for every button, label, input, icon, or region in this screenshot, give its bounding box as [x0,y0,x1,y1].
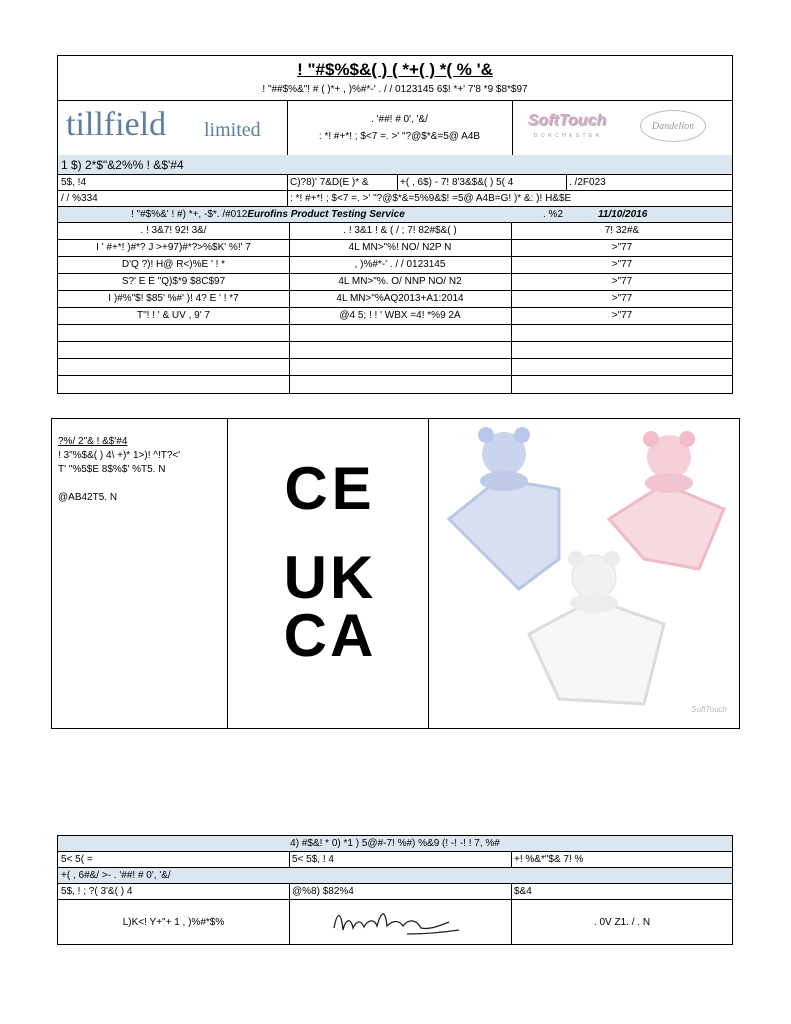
table-cell: . ! 3&1 ! & ( / ; 7! 82#$&( ) [343,225,457,236]
table-cell [289,342,511,358]
product-code: @AB42T5. N [58,492,118,503]
signature [289,900,511,945]
declaration-header-row [58,836,732,852]
table-cell: T"! ! ' & UV , 9' 7 [137,310,210,321]
table-row [58,257,732,274]
table-cell [289,325,511,341]
table-row [58,308,732,325]
decl-r4-c3: . 0V Z1. / . N [593,916,651,928]
table-row [58,342,732,359]
decl-r3-c2: @%8) $82%4 [292,885,354,897]
declaration-row-1 [58,852,732,868]
info-row-1 [58,175,732,191]
product-details [58,435,223,505]
table-cell [58,376,289,393]
tests-table [58,223,732,394]
table-cell: 7! 32#& [604,225,640,236]
table-cell: D'Q ?)! H@ R<)%E ' ! * [121,259,226,270]
product-desc-1: ! 3"%$&( ) 4\ +)* 1>)! ^!T?<' [58,450,181,461]
logo-sub-text: limited [204,119,261,141]
table-cell [511,359,733,375]
section-label: 1 $) 2*$"&2%% ! &$'#4 [61,157,184,172]
table-cell: >"77 [611,242,633,253]
table-cell: >"77 [611,293,633,304]
decl-r3-c3: $&4 [514,885,532,897]
decl-r2: +( , 6#&/ >- . '##! # 0', '&/ [61,869,171,881]
table-cell [511,376,733,393]
table-cell: . ! 3&7! 92! 3&/ [140,225,207,236]
report-title: ! "#$%$&( ) ( *+( ) *( % '& [297,60,493,79]
declaration-row-4 [58,900,732,945]
table-cell [511,342,733,358]
decl-r3-c1: 5$, ! ; ?( 3'&( ) 4 [61,885,133,897]
table-row [58,274,732,291]
product-photo [429,419,739,728]
decl-r1-c2: 5< 5$, ! 4 [292,853,334,865]
table-row [58,223,732,240]
softtouch-logo: SoftTouch D O R C H E S T E R [527,112,607,139]
info-r1-c3: +( , 6$) - 7! 8'3&$&( ) 5( 4 [400,176,514,188]
table-cell [58,359,289,375]
table-cell [511,325,733,341]
table-cell: >"77 [611,259,633,270]
info-row-2 [58,191,732,207]
declaration-header: 4) #$&! * 0) *1 ) 5@#-7! %#) %&9 (! -! -! ! 7, %# [290,837,500,849]
product-box [51,418,740,729]
declaration-row-2 [58,868,732,884]
table-cell: 4L MN>"%AQ2013+A1:2014 [336,293,464,304]
info-r1-c2: C)?8)' 7&D(E )* & [290,176,369,188]
logo-main-text: tillfield [66,106,167,143]
table-cell [58,325,289,341]
ce-mark: CE [284,455,376,522]
decl-r1-c1: 5< 5( = [61,853,93,865]
white-comforter [529,551,664,704]
test-report-box [57,55,733,394]
brand-logos [512,100,732,155]
company-address: . '##! # 0', '&/ : *! #+*! ; $<7 =. >' "?@$*&=5@ A4B [318,114,481,142]
table-cell: , )%#*-' . / / 0123145 [354,259,446,270]
date-label: . %2 [543,208,564,220]
blue-comforter [449,427,559,589]
decl-r4-c1: L)K<! Y+"+ 1 , )%#*$% [122,916,225,928]
table-cell: I )#%"$! $85' %#' )! 4? E ' ! *7 [108,293,239,304]
table-row [58,291,732,308]
table-cell: @4 5; ! ! ' WBX =4! *%9 2A [339,310,461,321]
table-cell: 4L MN>"%. O/ NNP NO/ N2 [338,276,462,287]
photo-watermark: SoftTouch [691,705,727,714]
pink-comforter [609,431,724,569]
table-cell: >"77 [611,310,633,321]
tests-header-row [58,207,732,223]
table-cell: >"77 [611,276,633,287]
info-r1-c4: . /2F023 [569,176,606,188]
product-desc-2: T' "%5$E 8$%$' %T5. N [58,464,166,475]
tests-header-label: ! "#$%&' ! #) *+, -$*. /#012 Eurofins Product Testing Service [131,208,405,220]
table-cell: I ' #+*! )#*? J >+97)#*?>%$K' %!' 7 [96,242,251,253]
test-date: 11/10/2016 [598,208,648,220]
table-cell [289,376,511,393]
dandelion-logo: Dandelion [640,110,706,142]
section-label-row [58,155,732,175]
info-r1-c1: 5$, !4 [61,176,87,188]
tillfield-logo [58,100,287,155]
declaration-box [57,835,733,945]
table-row [58,376,732,393]
table-row [58,359,732,376]
table-cell [58,342,289,358]
table-cell [289,359,511,375]
table-cell: S?' E E "Q)$*9 $8C$97 [121,276,226,287]
table-row [58,325,732,342]
ukca-mark: UK CA [283,544,377,669]
product-label: ?%/ 2"& ! &$'#4 [58,436,128,447]
table-row [58,240,732,257]
lab-name: Eurofins Product Testing Service [247,208,405,220]
report-subtitle: ! "##$%&"! # ( )*+ , )%#*-' . / / 0123145 6$! *+' 7'8 *9 $8*$97 [262,84,528,95]
logo-row [58,100,732,156]
info-r2-c2: : *! #+*! ; $<7 =. >' "?@$*&=5%9&$! =5@ A4B=G! )* &: )! H&$E [290,192,572,204]
decl-r1-c3: +! %&*"$& 7! % [514,853,584,865]
info-r2-c1: / / %334 [61,192,98,204]
declaration-row-3 [58,884,732,900]
table-cell: 4L MN>"%! NO/ N2P N [348,242,452,253]
